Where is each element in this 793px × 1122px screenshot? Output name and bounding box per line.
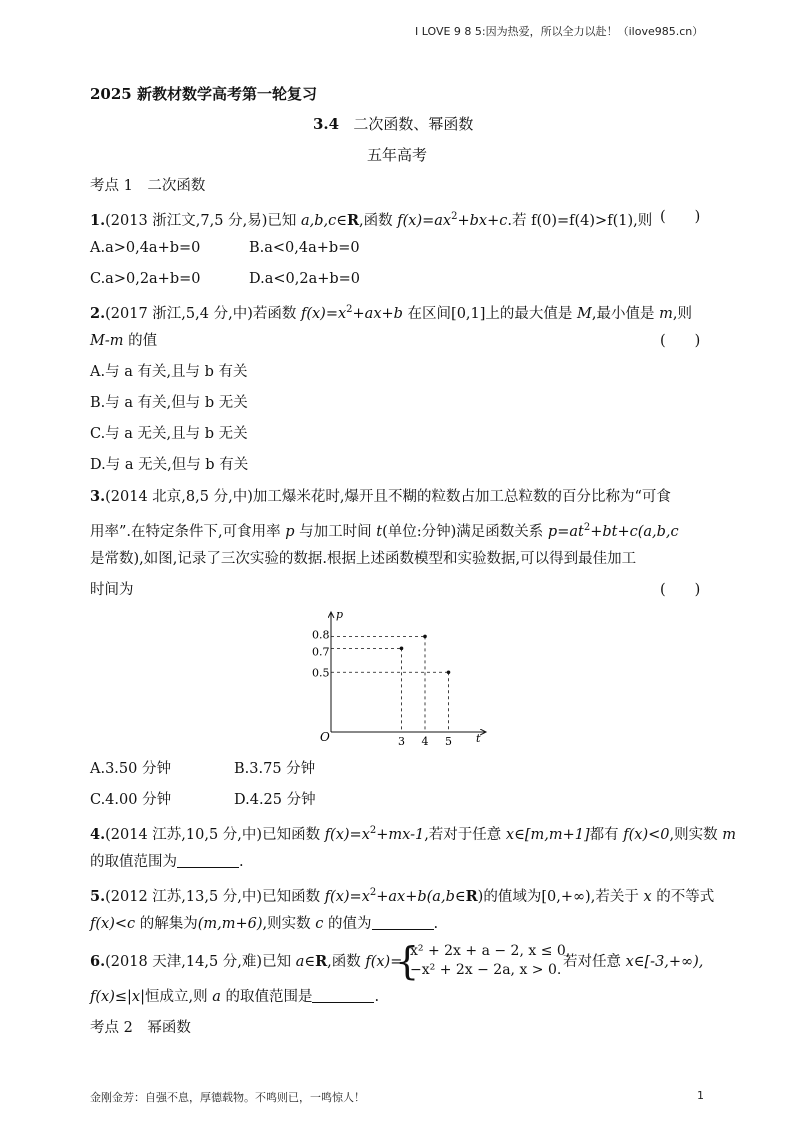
q4-source: (2014 江苏,10,5 分,中)已知函数 <box>105 826 325 843</box>
q4-answer-blank[interactable] <box>177 853 239 868</box>
q2-option-b: B.与 a 有关,但与 b 无关 <box>90 395 248 411</box>
q4-function: f(x)=x <box>324 826 370 843</box>
q2-text-c: ,最小值是 <box>591 305 660 322</box>
q2-stem-line2 <box>90 331 157 351</box>
y-tick-label: 0.5 <box>312 666 330 680</box>
q2-option-a: A.与 a 有关,且与 b 有关 <box>90 364 248 380</box>
q2-Mm: M-m <box>90 333 124 349</box>
q3-line2-b: 与加工时间 <box>294 523 377 540</box>
q5-text-c: 的不等式 <box>651 888 715 905</box>
q1-option-b: B.a<0,4a+b=0 <box>249 240 360 256</box>
q2-option-c: C.与 a 无关,且与 b 无关 <box>90 426 248 442</box>
q3-number: 3. <box>90 488 106 505</box>
q2-function-rest: +ax+b <box>352 305 403 322</box>
q4-function-rest: +mx-1 <box>376 826 425 843</box>
q3-stem-line2 <box>90 518 679 542</box>
q5-interval: (m,m+6) <box>197 916 263 932</box>
x-tick-label: 5 <box>445 735 452 746</box>
subtitle: 五年高考 <box>367 146 428 164</box>
q2-option-d: D.与 a 无关,但与 b 有关 <box>90 457 249 473</box>
q5-stem-line2 <box>90 914 438 934</box>
q3-option-c: C.4.00 分钟 <box>90 792 172 808</box>
q6-text-c: 若对任意 <box>563 954 626 970</box>
q1-number: 1. <box>90 211 106 229</box>
q3-line2-a: 用率”.在特定条件下,可食用率 <box>90 523 286 540</box>
page-number: 1 <box>697 1089 704 1102</box>
q6-a: a <box>212 989 221 1005</box>
q1-vars: a,b,c <box>300 212 337 229</box>
q6-text-b: ,函数 <box>327 954 366 970</box>
y-tick-label: 0.7 <box>312 645 330 659</box>
q1-source: (2013 浙江文,7,5 分,易)已知 <box>105 212 301 229</box>
q6-text-2d: 的取值范围是 <box>220 989 313 1005</box>
origin-label: O <box>320 730 330 744</box>
q5-source: (2012 江苏,13,5 分,中)已知函数 <box>105 888 325 905</box>
q3-answer-paren: ( ) <box>660 582 701 598</box>
q3-stem-line3: 是常数),如图,记录了三次实验的数据.根据上述函数模型和实验数据,可以得到最佳加工 <box>90 551 637 567</box>
q1-sup: 2 <box>451 211 458 222</box>
q2-text-b: 在区间[0,1]上的最大值是 <box>402 305 578 322</box>
q4-text-d: 都有 <box>589 826 624 843</box>
data-point-1 <box>423 635 427 639</box>
q1-option-a: A.a>0,4a+b=0 <box>90 240 201 256</box>
q3-option-d: D.4.25 分钟 <box>234 792 316 808</box>
q6-text-2b: 恒成立,则 <box>144 989 213 1005</box>
q1-in: ∈ <box>336 212 347 229</box>
q5-x: x <box>643 888 652 905</box>
q3-line2-c: (单位:分钟)满足函数关系 <box>382 523 548 540</box>
q2-function: f(x)=x <box>300 305 347 322</box>
q6-case-1: x² + 2x + a − 2, x ≤ 0, <box>410 943 571 959</box>
q6-period: . <box>374 989 380 1005</box>
q4-stem-line1 <box>90 821 736 845</box>
q6-stem-line1-left <box>90 952 402 972</box>
data-point-2 <box>447 670 451 674</box>
q3-stem-line1 <box>90 487 671 507</box>
q3-stem-line4: 时间为 <box>90 582 134 598</box>
q4-number: 4. <box>90 825 106 843</box>
q6-function: f(x)= <box>365 954 403 970</box>
q3-formula: p=at <box>547 523 584 540</box>
q5-text-2b: 的解集为 <box>135 916 198 932</box>
q3-option-a: A.3.50 分钟 <box>90 761 171 777</box>
q2-value-text: 的值 <box>123 333 158 349</box>
q5-stem-line1 <box>90 883 714 907</box>
q6-brace: { <box>395 939 420 983</box>
q1-function: f(x)=ax <box>397 212 452 229</box>
q2-sup: 2 <box>346 304 353 315</box>
q4-range-text: 的取值范围为 <box>90 854 177 870</box>
doc-title: 2025 新教材数学高考第一轮复习 <box>90 85 317 103</box>
y-tick-label: 0.8 <box>312 628 330 642</box>
q5-text-2e: 的值为 <box>323 916 372 932</box>
footer-text: 金刚金芳：自强不息，厚德载物。不鸣则已，一鸣惊人！ <box>90 1091 365 1104</box>
q1-option-d: D.a<0,2a+b=0 <box>249 271 361 287</box>
q1-r: R <box>346 211 360 229</box>
q1-option-c: C.a>0,2a+b=0 <box>90 271 201 287</box>
q2-m: m <box>659 305 673 322</box>
x-tick-label: 4 <box>421 735 429 746</box>
q4-period: . <box>239 854 244 870</box>
q6-inequality: f(x)≤|x| <box>90 989 145 1005</box>
q6-stem-line1-right <box>563 952 703 972</box>
q5-c: c <box>315 916 324 932</box>
section-number: 3.4 <box>313 115 340 133</box>
q4-text-g: ,则实数 <box>669 826 723 843</box>
q5-period: . <box>433 916 439 932</box>
q3-formula-rest: +bt+c(a,b,c <box>590 523 679 540</box>
q5-text-b: 的值域为[0,+∞),若关于 <box>483 888 644 905</box>
q3-option-b: B.3.75 分钟 <box>234 761 316 777</box>
section-heading <box>313 114 473 134</box>
q6-source: (2018 天津,14,5 分,难)已知 <box>105 954 296 970</box>
q3-p: p <box>285 523 295 540</box>
q2-M: M <box>577 305 592 322</box>
q6-r: R <box>315 953 328 970</box>
section-name: 二次函数、幂函数 <box>353 115 474 133</box>
q3-t: t <box>376 523 383 540</box>
q5-paren-close: ) <box>477 888 484 905</box>
q1-function-rest: +bx+c <box>457 212 508 229</box>
q2-text-d: ,则 <box>672 305 692 322</box>
q1-mid: ,函数 <box>359 212 398 229</box>
data-point-0 <box>400 647 404 651</box>
q6-case-2: −x² + 2x − 2a, x > 0. <box>410 962 562 978</box>
q4-stem-line2 <box>90 852 244 872</box>
q5-text-2d: ,则实数 <box>262 916 316 932</box>
q5-answer-blank[interactable] <box>372 915 434 930</box>
q2-number: 2. <box>90 304 106 322</box>
q3-sup: 2 <box>583 522 591 533</box>
q4-m: m <box>722 826 736 843</box>
q5-r: R <box>465 887 478 905</box>
q6-answer-blank[interactable] <box>312 988 374 1003</box>
q5-sup: 2 <box>369 887 377 898</box>
kaodian-1: 考点 1 二次函数 <box>90 178 206 194</box>
q1-condition: .若 f(0)=f(4)>f(1),则 <box>507 212 653 229</box>
q5-function-rest: +ax+b(a,b∈ <box>376 888 466 905</box>
q4-condition: f(x)<0 <box>623 826 670 843</box>
q6-number: 6. <box>90 953 106 970</box>
q1-answer-paren: ( ) <box>660 209 701 225</box>
q6-a-in: a∈ <box>295 954 316 970</box>
q2-stem-line1 <box>90 300 692 324</box>
q1-stem <box>90 207 652 231</box>
q5-number: 5. <box>90 887 106 905</box>
q6-domain: x∈[-3,+∞), <box>625 954 704 970</box>
q3-chart <box>300 606 500 746</box>
y-axis-label: p <box>336 608 344 621</box>
q5-inequality: f(x)<c <box>90 916 136 932</box>
header-text: I LOVE 9 8 5:因为热爱，所以全力以赴！（ilove985.cn） <box>415 25 704 38</box>
x-tick-label: 3 <box>398 735 405 746</box>
q4-text-b: ,若对于任意 <box>424 826 506 843</box>
x-axis-label: t <box>476 732 481 745</box>
kaodian-2: 考点 2 幂函数 <box>90 1020 191 1036</box>
q6-stem-line2 <box>90 987 379 1007</box>
q4-sup: 2 <box>369 825 377 836</box>
q2-source: (2017 浙江,5,4 分,中)若函数 <box>105 305 301 322</box>
q4-interval: x∈[m,m+1] <box>505 826 590 843</box>
q2-answer-paren: ( ) <box>660 333 701 349</box>
q3-line1-text: (2014 北京,8,5 分,中)加工爆米花时,爆开且不糊的粒数占加工总粒数的百分比称为“可食 <box>105 489 671 505</box>
q5-function: f(x)=x <box>324 888 370 905</box>
